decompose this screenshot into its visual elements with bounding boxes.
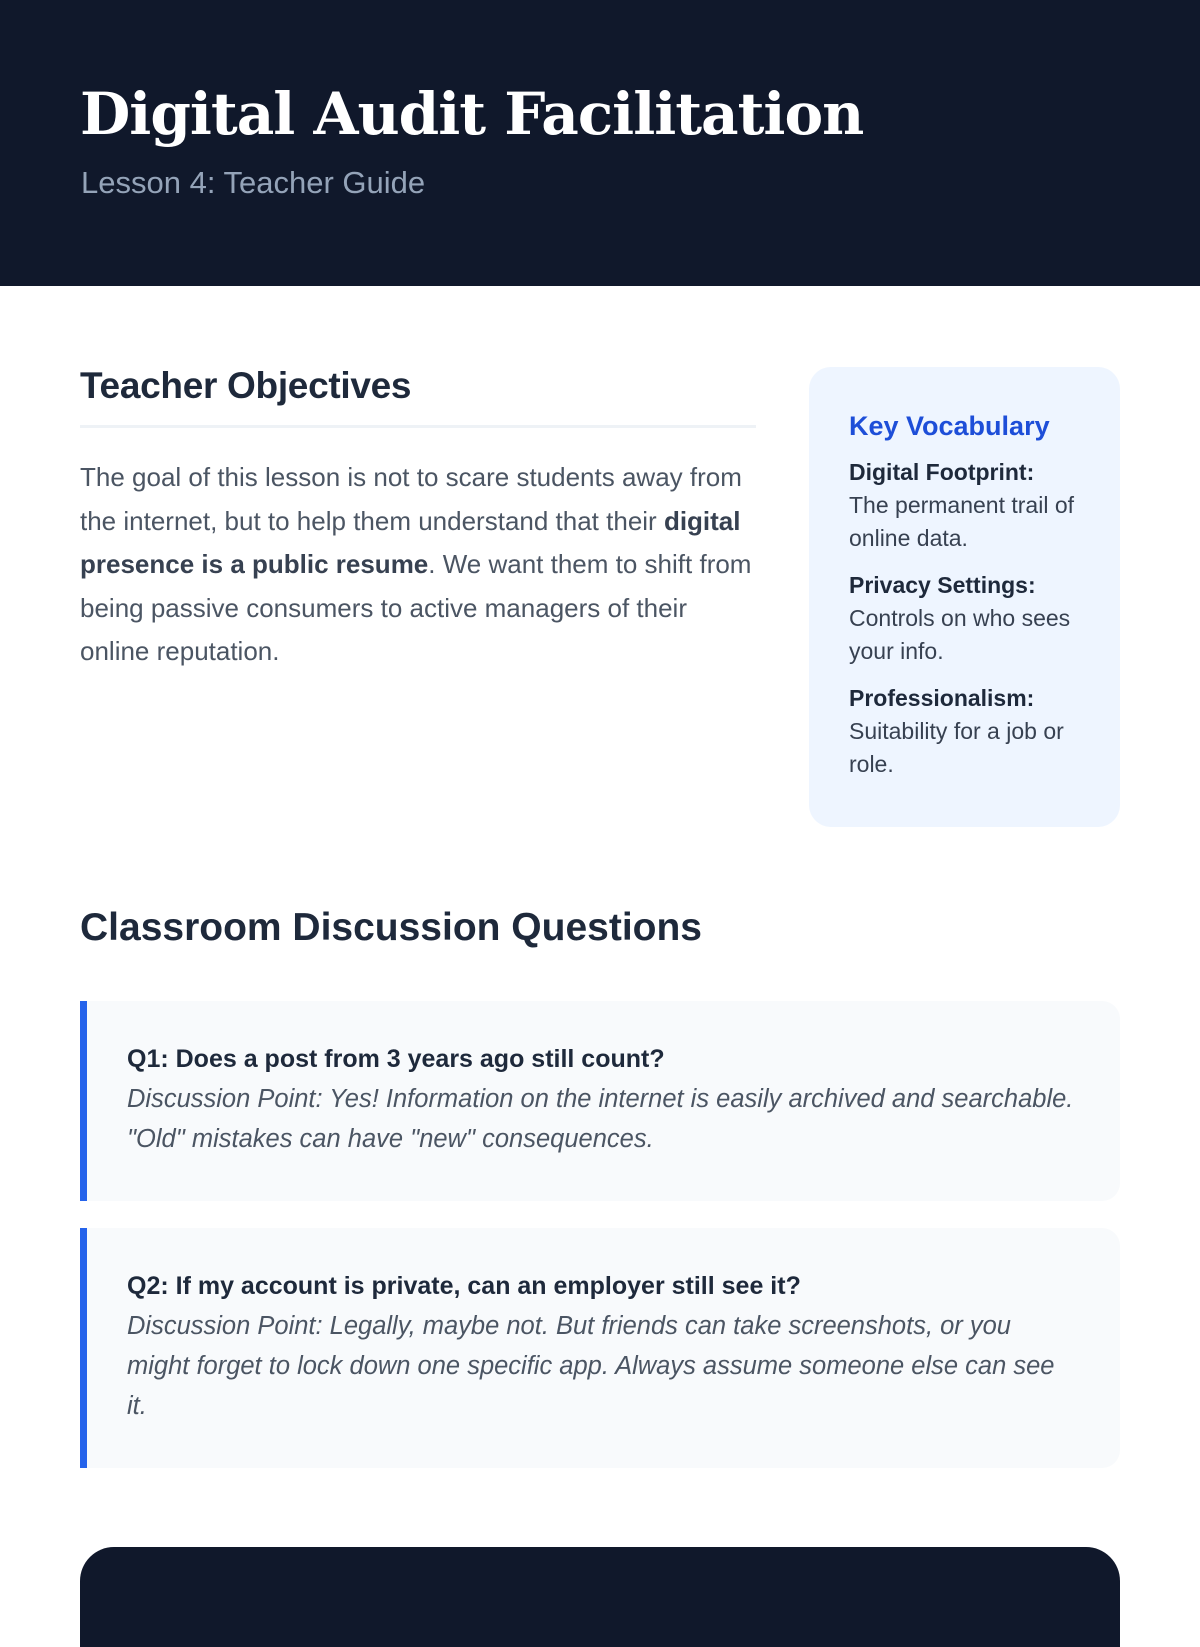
vocabulary-item — [849, 682, 1100, 781]
section-divider — [80, 425, 756, 428]
page-subtitle: Lesson 4: Teacher Guide — [81, 165, 426, 200]
vocabulary-item — [849, 569, 1100, 668]
question-text: Q2: If my account is private, can an employer still see it? — [127, 1272, 801, 1300]
objectives-paragraph — [80, 456, 756, 674]
vocabulary-definition: Controls on who sees your info. — [849, 605, 1071, 664]
vocabulary-definition: The permanent trail of online data. — [849, 492, 1075, 551]
objectives-emphasis: digital presence is a public resume — [80, 505, 741, 579]
footer-callout-box — [80, 1547, 1120, 1647]
discussion-question-card — [80, 1001, 1120, 1201]
vocabulary-term: Professionalism: — [849, 685, 1035, 711]
objectives-text-start: The goal of this lesson is not to scare students away from the internet, but to help them understand that their — [80, 462, 742, 536]
objectives-heading: Teacher Objectives — [80, 365, 412, 406]
teacher-objectives-section — [80, 365, 756, 674]
page-title: Digital Audit Facilitation — [80, 80, 864, 148]
vocabulary-definition: Suitability for a job or role. — [849, 718, 1064, 777]
discussion-question-card — [80, 1228, 1120, 1468]
vocabulary-term: Digital Footprint: — [849, 459, 1035, 485]
page-header — [0, 0, 1200, 286]
discussion-point: Discussion Point: Legally, maybe not. But friends can take screenshots, or you might forget to lock down one specific app. Always assume someone else can see it. — [127, 1312, 1055, 1420]
vocabulary-term: Privacy Settings: — [849, 572, 1036, 598]
vocabulary-heading: Key Vocabulary — [849, 411, 1050, 441]
discussion-heading: Classroom Discussion Questions — [80, 906, 703, 949]
discussion-point: Discussion Point: Yes! Information on the internet is easily archived and searchable. "Old" mistakes can have "new" consequences. — [127, 1085, 1074, 1153]
key-vocabulary-box — [809, 367, 1120, 827]
question-text: Q1: Does a post from 3 years ago still count? — [127, 1045, 665, 1073]
vocabulary-item — [849, 456, 1100, 555]
objectives-text-end: . We want them to shift from being passive consumers to active managers of their online reputation. — [80, 549, 752, 666]
